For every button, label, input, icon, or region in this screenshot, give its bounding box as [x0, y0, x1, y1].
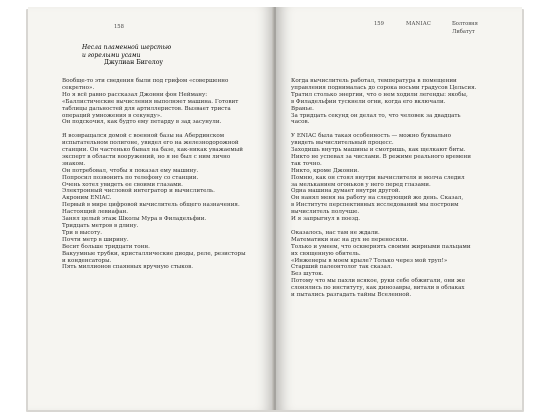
text-line: Попросил позвонить по телефону со станции. [62, 174, 199, 181]
section-label: Болтовня [452, 21, 478, 27]
text-line: Пять миллионов спаянных вручную стыков. [62, 264, 194, 271]
text-line: Но я всё равно рассказал Джонни фон Нейману: [62, 91, 208, 98]
text-line: Потому что мы пахли всякое, руки себе обжигали, они же [291, 278, 466, 285]
text-line: Я возвращался домой с военной базы на Абердинском [62, 133, 225, 140]
text-line: Электронный числовой интегратор и вычислитель. [62, 188, 215, 195]
section-label: Либатут [452, 29, 475, 35]
text-line: так точно. [291, 160, 322, 167]
right-page-body [291, 78, 501, 299]
text-line: таблицы дальностей для артиллеристов. Вызвает триста [62, 105, 231, 112]
text-line: вычислитель получше. [291, 209, 360, 216]
text-line: Заходишь внутрь машины и смотришь, как щелкают биты. [291, 147, 466, 154]
page-number-left: 158 [114, 24, 124, 30]
text-line: У ENIAC была такая особенность — можно буквально [291, 133, 452, 140]
text-line: управления поднималась до сорока восьми градусов Цельсия. [291, 84, 477, 91]
text-line: Тридцать метров в длину. [62, 223, 139, 230]
text-line: в Филадельфии тускнели огни, когда его включали. [291, 98, 446, 105]
page-number-right: 159 [374, 21, 384, 27]
text-line: Только и умеем, что осквернять своими жирными пальцами [291, 243, 471, 250]
text-line: испытательном полигоне, увидел его на железнодорожной [62, 140, 239, 147]
text-line: знаком. [62, 160, 86, 167]
right-page [276, 7, 522, 410]
text-line: часов. [291, 119, 310, 126]
text-line: их священную обитель. [291, 250, 361, 257]
text-line: Никто не успевал за числами. В режиме реального времени [291, 153, 471, 160]
text-line: увидеть вычислительный процесс. [291, 140, 394, 147]
text-line: Тратил столько энергии, что о нем ходили легенды: якобы, [291, 91, 468, 98]
paragraph-gap [291, 223, 501, 230]
text-line: в Институте перспективных исследований мы построим [291, 202, 459, 209]
text-line: Когда вычислитель работал, температура в помещении [291, 78, 457, 84]
text-line: Он нанял меня на работу на следующий же день. Сказал, [291, 195, 464, 202]
left-page [28, 7, 274, 410]
text-line: Никто, кроме Джонни. [291, 167, 360, 174]
text-line: Очень хотел увидеть ее своими глазами. [62, 181, 183, 188]
open-book [28, 7, 522, 410]
running-title: MANIAC [406, 21, 432, 27]
text-line: «Баллистические вычисления выполняет машина. Готовит [62, 98, 239, 105]
text-line: Оказалось, нас там не ждали. [291, 229, 380, 236]
text-line: и конденсаторы. [62, 257, 112, 264]
epigraph [82, 44, 171, 66]
text-line: слонялись по институту, как динозавры, витали в облаках [291, 285, 465, 292]
text-line: Одна машина думает внутри другой. [291, 188, 401, 195]
text-line: Он потребовал, чтобы я показал ему машину. [62, 167, 199, 174]
text-line: операций умножения в секунду». [62, 112, 162, 119]
text-line: Старший палеонтолог так сказал. [291, 264, 393, 271]
text-line: секретно». [62, 84, 95, 91]
text-line: Помню, как он стоял внутри вычислителя и молча следил [291, 174, 465, 181]
text-line: Вакуумные трубки, кристаллические диоды, реле, резисторы [62, 250, 246, 257]
text-line: Математики нас на дух не переносили. [291, 236, 409, 243]
text-line: Он подскочил, как будто ему петарду в зад засунули. [62, 119, 222, 126]
left-page-body [62, 78, 262, 271]
text-line: Три в высоту. [62, 229, 103, 236]
text-line: Весит больше тридцати тонн. [62, 243, 150, 250]
text-line: и пытались разгадать тайны Вселенной. [291, 292, 412, 299]
text-line: Почти метр в ширину. [62, 236, 129, 243]
text-line: Первый в мире цифровой вычислитель общего назначения. [62, 202, 240, 209]
text-line: Акроним ENIAC. [62, 195, 112, 202]
epigraph-line: Несла пламенной шерстью [82, 44, 172, 51]
text-line: станции. Он частенько бывал на базе, как-никак уважаемый [62, 147, 243, 154]
epigraph-line: и горелыми усами [82, 51, 141, 59]
text-line: Занял целый этаж Школы Мура в Филадельфии. [62, 216, 207, 223]
text-line: И я запрыгнул в поезд. [291, 216, 360, 223]
text-line: Вообще-то эти сведения были под грифом «совершенно [62, 78, 229, 84]
text-line: Без шуток. [291, 271, 324, 278]
text-line: Настоящий левиафан. [62, 209, 129, 216]
epigraph-author: Джулиан Бигелоу [104, 59, 164, 67]
text-line: за мельканием огоньков у него перед глазами. [291, 181, 431, 188]
text-line: «Инженеры в моем крыле? Только через мой труп!» [291, 257, 448, 264]
text-line: эксперт в области вооружений, но я не был с ним лично [62, 153, 231, 160]
text-line: Вранье. [291, 105, 314, 112]
text-line: За тридцать секунд он делал то, что человек за двадцать [291, 112, 461, 119]
